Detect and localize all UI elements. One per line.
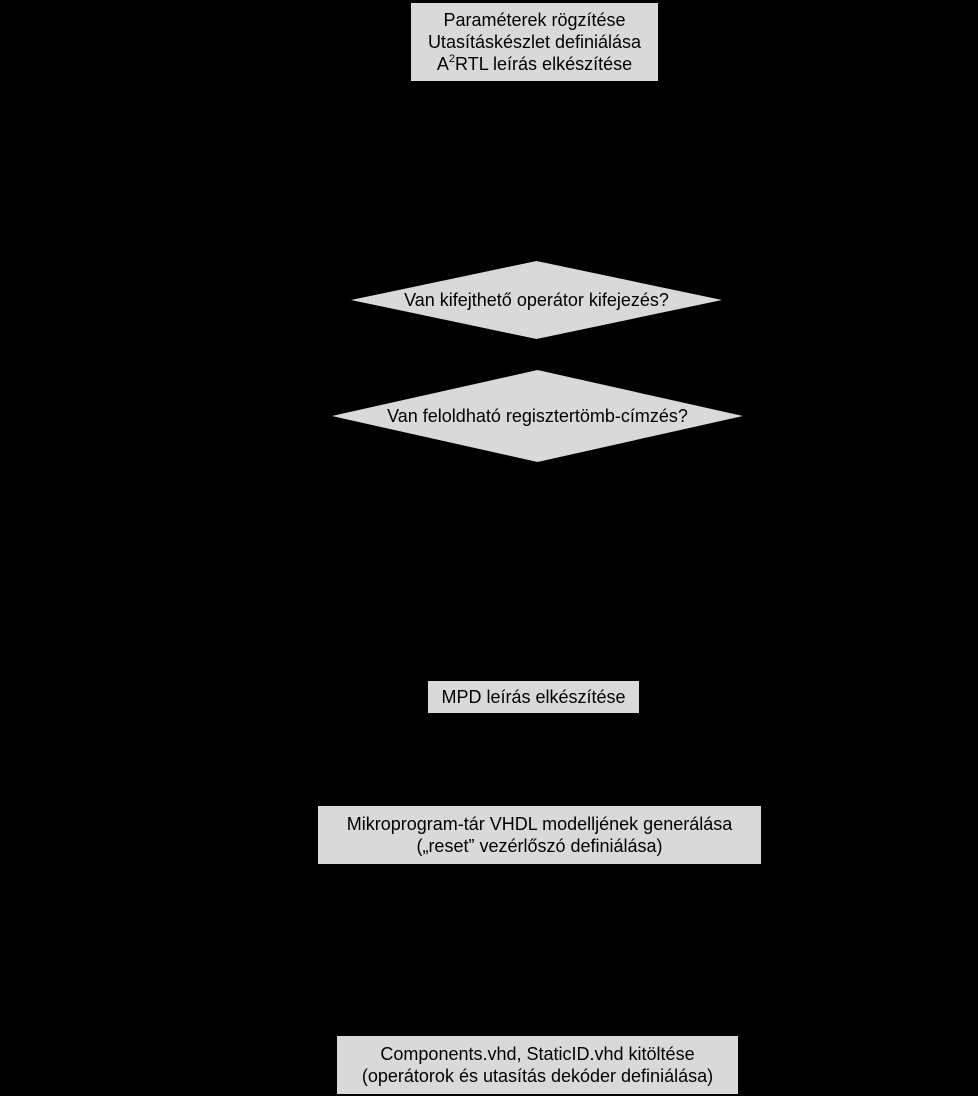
decision-diamond-operator	[351, 261, 722, 339]
components-line-2: (operátorok és utasítás dekóder definiálása)	[361, 1066, 714, 1086]
process-box-mpd	[428, 681, 639, 713]
mikro-line-2: („reset” vezérlőszó definiálása)	[416, 836, 663, 856]
params-line-3-prefix: A	[436, 54, 449, 74]
decision-operator-label: Van kifejthető operátor kifejezés?	[404, 289, 669, 310]
process-box-components	[337, 1036, 738, 1094]
mikro-line-1: Mikroprogram-tár VHDL modelljének generálása	[346, 814, 733, 834]
params-line-3	[437, 53, 632, 75]
decision-diamond-register	[332, 370, 743, 462]
process-box-microprogram	[318, 806, 761, 864]
process-box-parameters	[411, 3, 658, 81]
params-line-3-superscript: 2	[448, 53, 456, 65]
params-line-2: Utasításkészlet definiálása	[427, 32, 642, 52]
decision-register-label: Van feloldható regisztertömb-címzés?	[387, 405, 688, 426]
mpd-label: MPD leírás elkészítése	[441, 687, 626, 707]
params-line-3-suffix: RTL leírás elkészítése	[455, 54, 633, 74]
components-line-1: Components.vhd, StaticID.vhd kitöltése	[380, 1044, 695, 1064]
params-line-1: Paraméterek rögzítése	[443, 10, 626, 30]
